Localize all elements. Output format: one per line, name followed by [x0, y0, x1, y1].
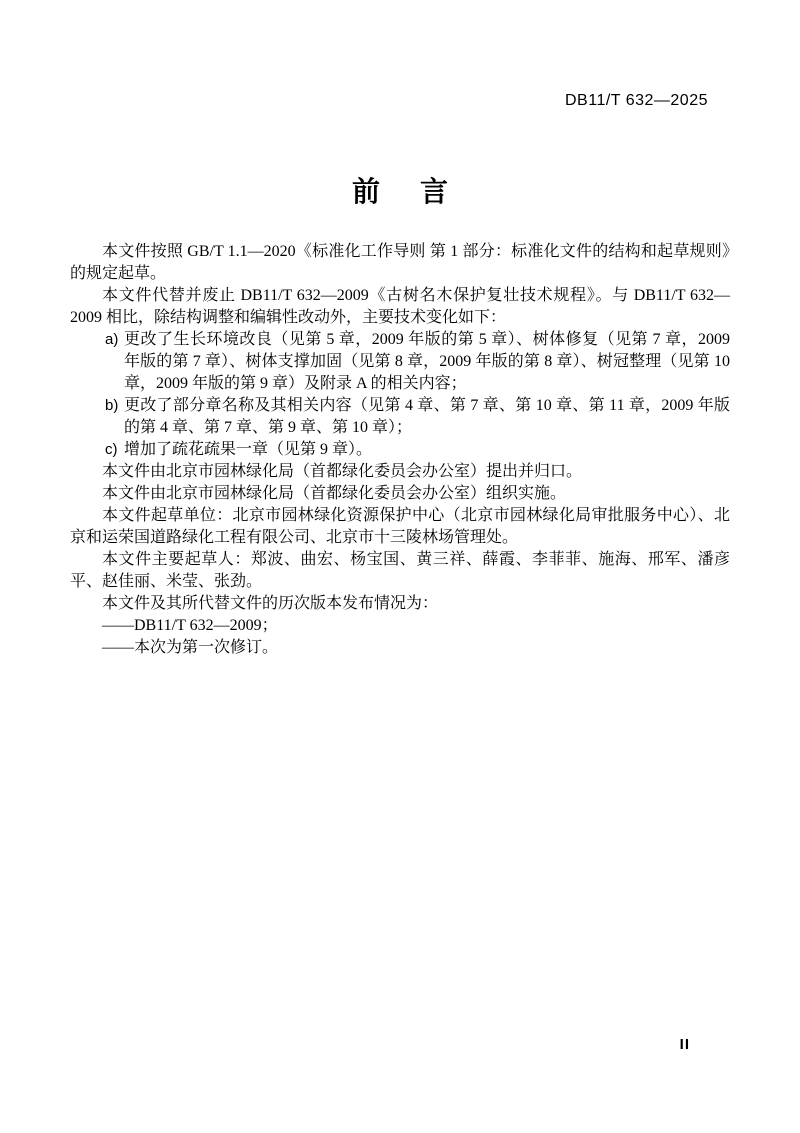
page-title-char-right: 言: [420, 176, 449, 207]
change-item-a: [105, 329, 730, 395]
page-title-char-left: 前: [351, 176, 380, 207]
paragraph-proposed-by: 本文件由北京市园林绿化局（首都绿化委员会办公室）提出并归口。: [102, 463, 583, 480]
change-item-a-label: a): [105, 331, 119, 348]
standard-code: DB11/T 632—2025: [565, 92, 708, 109]
history-version-current: ——本次为第一次修订。: [102, 639, 279, 656]
paragraph-basis: 本文件按照 GB/T 1.1—2020《标准化工作导则 第 1 部分：标准化文件的结构和起草规则》的规定起草。: [70, 243, 730, 282]
paragraph-implemented-by: 本文件由北京市园林绿化局（首都绿化委员会办公室）组织实施。: [102, 485, 567, 502]
page-number: II: [679, 1036, 690, 1053]
change-item-b-text: 更改了部分章名称及其相关内容（见第 4 章、第 7 章、第 10 章、第 11 章，2009 年版的第 4 章、第 7 章、第 9 章、第 10 章）；: [124, 397, 730, 436]
paragraph-replacement: 本文件代替并废止 DB11/T 632—2009《古树名木保护复壮技术规程》。与 DB11/T 632—2009 相比，除结构调整和编辑性改动外，主要技术变化如下：: [70, 287, 730, 326]
page-title: [0, 170, 800, 210]
paragraph-drafting-units: 本文件起草单位：北京市园林绿化资源保护中心（北京市园林绿化局审批服务中心）、北京和运荣国道路绿化工程有限公司、北京市十三陵林场管理处。: [70, 507, 730, 546]
paragraph-history-intro: 本文件及其所代替文件的历次版本发布情况为：: [102, 595, 439, 612]
change-item-b-label: b): [105, 397, 119, 414]
change-item-c-text: 增加了疏花疏果一章（见第 9 章）。: [124, 441, 373, 458]
change-item-b: [105, 395, 730, 439]
change-item-a-text: 更改了生长环境改良（见第 5 章，2009 年版的第 5 章）、树体修复（见第 7 章，2009 年版的第 7 章）、树体支撑加固（见第 8 章，2009 年版的第 8 章）、树冠整理（见第 10 章，2009 年版的第 9 章）及附录 A 的相关内容；: [124, 331, 730, 392]
foreword-body: [70, 241, 730, 659]
history-version-previous: ——DB11/T 632—2009；: [102, 617, 278, 634]
change-item-c: [105, 439, 730, 461]
paragraph-drafters: 本文件主要起草人：郑波、曲宏、杨宝国、黄三祥、薛霞、李菲菲、施海、邢军、潘彦平、赵佳丽、米莹、张劲。: [70, 551, 730, 590]
change-item-c-label: c): [105, 441, 118, 458]
